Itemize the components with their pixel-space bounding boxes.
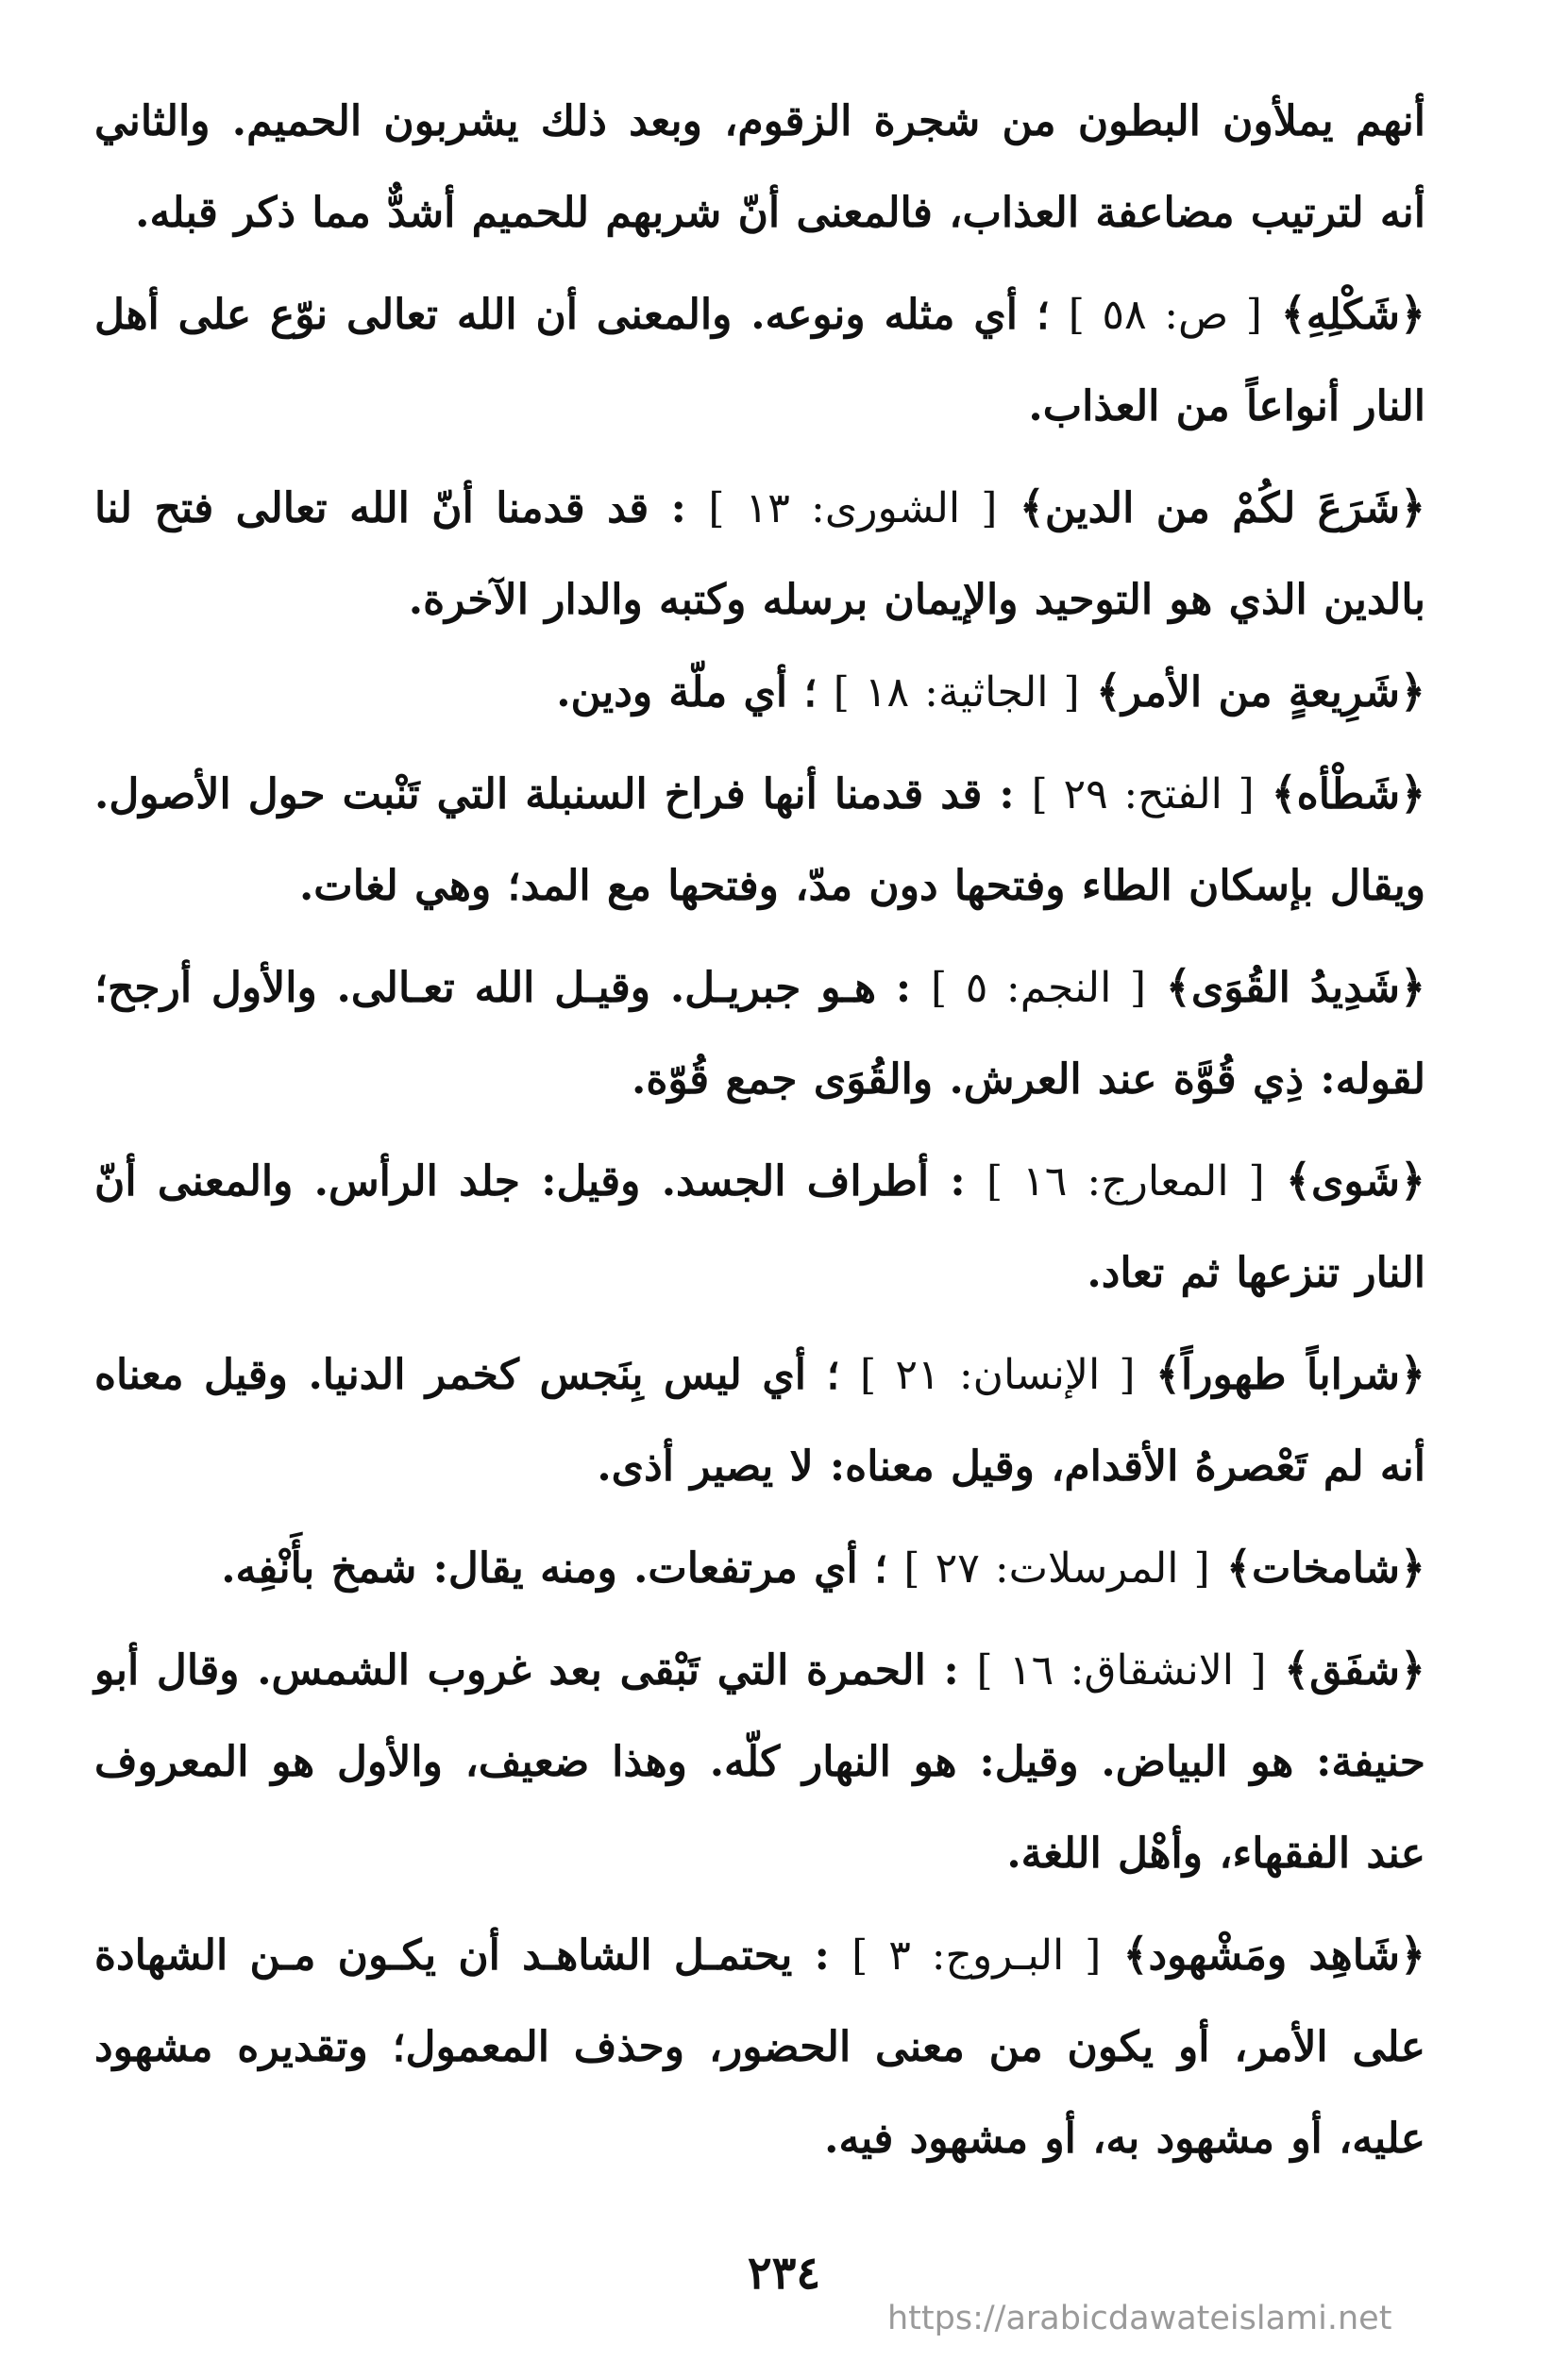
verse-reference: [ المرسلات: ٢٧ ] bbox=[903, 1544, 1210, 1593]
entry-term: شراباً طهوراً bbox=[1181, 1351, 1401, 1399]
entry-text: : قد قدمنا أنّ الله تعالى فتح لنا بالدين الذي هو التوحيد والإيمان برسله وكتبه والدار الآخرة. bbox=[94, 484, 1425, 624]
entry-shafaq bbox=[94, 1624, 1425, 1899]
ornate-bracket-close: ﴾ bbox=[1271, 767, 1297, 818]
entry-term: شَطْأه bbox=[1296, 770, 1401, 818]
verse-reference: [ الشورى: ١٣ ] bbox=[708, 484, 998, 532]
entry-shariah bbox=[94, 646, 1425, 738]
ornate-bracket-open: ﴿ bbox=[1400, 1644, 1425, 1695]
paragraph-intro bbox=[94, 76, 1425, 259]
ornate-bracket-close: ﴾ bbox=[1122, 1929, 1149, 1980]
ornate-bracket-open: ﴿ bbox=[1400, 666, 1425, 717]
entry-term: شَوى bbox=[1310, 1157, 1401, 1206]
ornate-bracket-open: ﴿ bbox=[1400, 481, 1426, 532]
ornate-bracket-open: ﴿ bbox=[1400, 961, 1426, 1012]
ornate-bracket-open: ﴿ bbox=[1400, 1542, 1425, 1593]
verse-reference: [ الانشقاق: ١٦ ] bbox=[976, 1646, 1267, 1695]
entry-shadid-alquwa bbox=[94, 941, 1425, 1125]
entry-text: : هـو جبريـل. وقيـل الله تعـالى. والأول أرجح؛ لقوله: ذِي قُوَّة عند العرش. والقُوَى جمع قُوّة. bbox=[94, 964, 1425, 1104]
entry-term: شَاهِد ومَشْهود bbox=[1148, 1931, 1401, 1980]
ornate-bracket-close: ﴾ bbox=[1284, 1644, 1310, 1695]
page-body bbox=[94, 76, 1425, 2194]
verse-reference: [ النجم: ٥ ] bbox=[931, 964, 1147, 1012]
ornate-bracket-close: ﴾ bbox=[1226, 1542, 1252, 1593]
watermark-url: https://arabicdawateislami.net bbox=[887, 2300, 1392, 2337]
ornate-bracket-close: ﴾ bbox=[1096, 666, 1121, 717]
ornate-bracket-open: ﴿ bbox=[1400, 1348, 1425, 1399]
entry-term: شفَق bbox=[1309, 1646, 1401, 1695]
entry-text: : أطراف الجسد. وقيل: جلد الرأس. والمعنى أنّ النار تنزعها ثم تعاد. bbox=[94, 1157, 1425, 1297]
entry-text: ؛ أي مرتفعات. ومنه يقال: شمخ بأَنْفِه. bbox=[221, 1544, 888, 1593]
entry-sharaban-tahura bbox=[94, 1328, 1425, 1512]
entry-term: شَرَعَ لكُمْ من الدين bbox=[1044, 484, 1401, 532]
ornate-bracket-open: ﴿ bbox=[1400, 1929, 1425, 1980]
entry-term: شَرِيعةٍ من الأمر bbox=[1121, 668, 1401, 717]
entry-text: ؛ أي ملّة ودين. bbox=[556, 668, 818, 717]
ornate-bracket-close: ﴾ bbox=[1286, 1155, 1311, 1206]
entry-term: شامخات bbox=[1251, 1544, 1401, 1593]
entry-term: شَدِيدُ القُوَى bbox=[1190, 964, 1401, 1012]
entry-shawa bbox=[94, 1135, 1425, 1319]
page-number: ٢٣٤ bbox=[747, 2247, 821, 2300]
ornate-bracket-close: ﴾ bbox=[1280, 288, 1307, 339]
entry-shahid-wa-mashhud bbox=[94, 1909, 1425, 2184]
entry-text: : الحمرة التي تَبْقى بعد غروب الشمس. وقال أبو حنيفة: هو البياض. وقيل: هو النهار كلّه. وهذا ضعيف، والأول هو المعروف عند الفقهاء، وأهْل اللغة. bbox=[94, 1646, 1425, 1878]
entry-sharaa bbox=[94, 462, 1425, 646]
verse-reference: [ الإنسان: ٢١ ] bbox=[860, 1351, 1136, 1399]
ornate-bracket-close: ﴾ bbox=[1019, 481, 1045, 532]
paragraph-text: أنهم يملأون البطون من شجرة الزقوم، وبعد ذلك يشربون الحميم. والثاني أنه لترتيب مضاعفة العذاب، فالمعنى أنّ شربهم للحميم أشدٌّ مما ذكر قبله. bbox=[94, 97, 1425, 237]
ornate-bracket-open: ﴿ bbox=[1400, 1155, 1425, 1206]
verse-reference: [ الفتح: ٢٩ ] bbox=[1031, 770, 1255, 818]
entry-text: ؛ أي مثله ونوعه. والمعنى أن الله تعالى نوّع على أهل النار أنواعاً من العذاب. bbox=[94, 291, 1425, 430]
verse-reference: [ الجاثية: ١٨ ] bbox=[833, 668, 1080, 717]
ornate-bracket-close: ﴾ bbox=[1155, 1348, 1181, 1399]
entry-text: ؛ أي ليس بِنَجس كخمر الدنيا. وقيل معناه أنه لم تَعْصرهُ الأقدام، وقيل معناه: لا يصير أذى. bbox=[94, 1351, 1425, 1491]
entry-shaklih bbox=[94, 268, 1425, 452]
entry-text: : قد قدمنا أنها فراخ السنبلة التي تَنْبت حول الأصول. ويقال بإسكان الطاء وفتحها دون مدّ، وفتحها مع المد؛ وهي لغات. bbox=[94, 770, 1425, 910]
verse-reference: [ البـروج: ٣ ] bbox=[851, 1931, 1102, 1980]
entry-shatah bbox=[94, 748, 1425, 932]
verse-reference: [ المعارج: ١٦ ] bbox=[986, 1157, 1265, 1206]
entry-text: : يحتمـل الشاهـد أن يكـون مـن الشهادة على الأمر، أو يكون من معنى الحضور، وحذف المعمول؛ وتقديره مشهود عليه، أو مشهود به، أو مشهود فيه. bbox=[94, 1931, 1425, 2163]
ornate-bracket-close: ﴾ bbox=[1165, 961, 1191, 1012]
entry-shamikhat bbox=[94, 1522, 1425, 1614]
verse-reference: [ ص: ٥٨ ] bbox=[1068, 291, 1262, 339]
ornate-bracket-open: ﴿ bbox=[1400, 288, 1425, 339]
ornate-bracket-open: ﴿ bbox=[1400, 767, 1426, 818]
entry-term: شَكْلِهِ bbox=[1306, 291, 1401, 339]
